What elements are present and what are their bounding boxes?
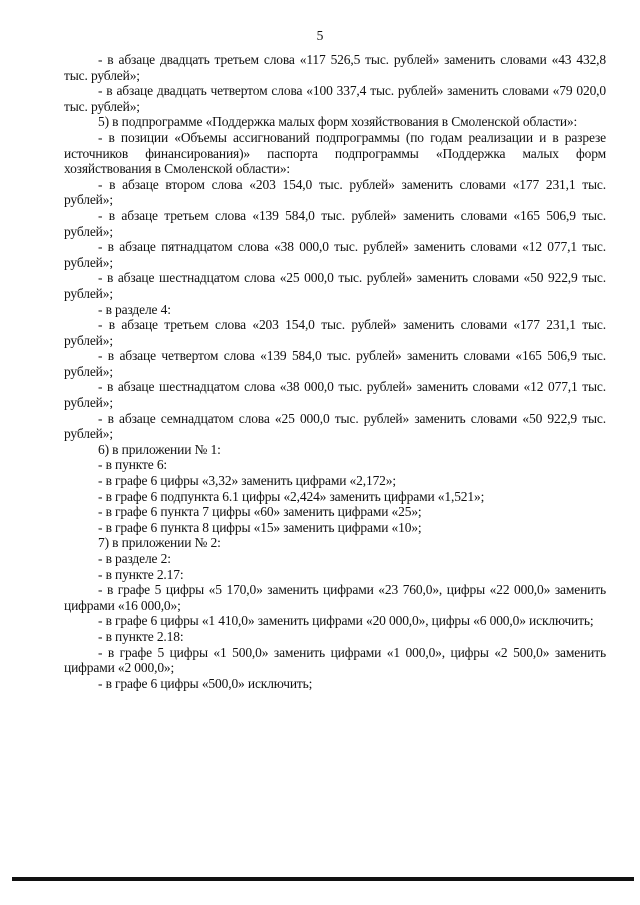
paragraph: - в абзаце семнадцатом слова «25 000,0 тыс. рублей» заменить словами «50 922,9 тыс. рублей»;	[64, 410, 606, 442]
paragraph: - в графе 6 подпункта 6.1 цифры «2,424» заменить цифрами «1,521»;	[98, 488, 485, 504]
paragraph: - в абзаце шестнадцатом слова «25 000,0 тыс. рублей» заменить словами «50 922,9 тыс. рублей»;	[64, 270, 606, 301]
paragraph: - в абзаце пятнадцатом слова «38 000,0 тыс. рублей» заменить словами «12 077,1 тыс. рублей»;	[64, 239, 606, 270]
paragraph: - в пункте 2.17:	[98, 566, 184, 582]
paragraph: - в абзаце четвертом слова «139 584,0 тыс. рублей» заменить словами «165 506,9 тыс. рублей»;	[64, 348, 606, 379]
paragraph: - в абзаце двадцать четвертом слова «100 337,4 тыс. рублей» заменить словами «79 020,0 тыс. рублей»;	[64, 83, 606, 114]
paragraph: 5) в подпрограмме «Поддержка малых форм хозяйствования в Смоленской области»:	[98, 114, 578, 130]
paragraph: - в пункте 6:	[98, 457, 168, 473]
bottom-rule	[12, 877, 634, 881]
paragraph: - в графе 6 цифры «500,0» исключить;	[98, 675, 313, 691]
paragraph: - в графе 6 цифры «1 410,0» заменить цифрами «20 000,0», цифры «6 000,0» исключить;	[98, 613, 594, 629]
paragraph: - в позиции «Объемы ассигнований подпрограммы (по годам реализации и в разрезе источников финансирования)» паспорта подпрограммы «Поддержка малых форм хозяйствования в Смоленской области»:	[64, 129, 606, 177]
paragraph: 7) в приложении № 2:	[98, 535, 221, 551]
paragraph: - в разделе 2:	[98, 551, 171, 566]
paragraph: - в графе 6 пункта 7 цифры «60» заменить цифрами «25»;	[98, 504, 422, 520]
paragraph: - в абзаце третьем слова «139 584,0 тыс. рублей» заменить словами «165 506,9 тыс. рублей»;	[64, 207, 606, 239]
page-number: 5	[316, 28, 324, 43]
paragraph: - в разделе 4:	[98, 301, 171, 317]
paragraph: - в графе 5 цифры «1 500,0» заменить цифрами «1 000,0», цифры «2 500,0» заменить цифрами «2 000,0»;	[64, 644, 606, 676]
paragraph: - в графе 6 цифры «3,32» заменить цифрами «2,172»;	[98, 473, 396, 489]
paragraph: - в абзаце третьем слова «203 154,0 тыс. рублей» заменить словами «177 231,1 тыс. рублей»;	[64, 317, 606, 348]
paragraph: - в пункте 2.18:	[98, 628, 184, 644]
paragraph: - в графе 6 пункта 8 цифры «15» заменить цифрами «10»;	[98, 519, 422, 535]
paragraph: - в абзаце двадцать третьем слова «117 526,5 тыс. рублей» заменить словами «43 432,8 тыс. рублей»;	[64, 52, 606, 83]
paragraph: - в абзаце втором слова «203 154,0 тыс. рублей» заменить словами «177 231,1 тыс. рублей»;	[64, 176, 606, 208]
document-body	[64, 52, 606, 691]
paragraph: 6) в приложении № 1:	[98, 441, 221, 457]
paragraph: - в графе 5 цифры «5 170,0» заменить цифрами «23 760,0», цифры «22 000,0» заменить цифрами «16 000,0»;	[64, 582, 606, 613]
paragraph: - в абзаце шестнадцатом слова «38 000,0 тыс. рублей» заменить словами «12 077,1 тыс. рублей»;	[64, 379, 606, 411]
